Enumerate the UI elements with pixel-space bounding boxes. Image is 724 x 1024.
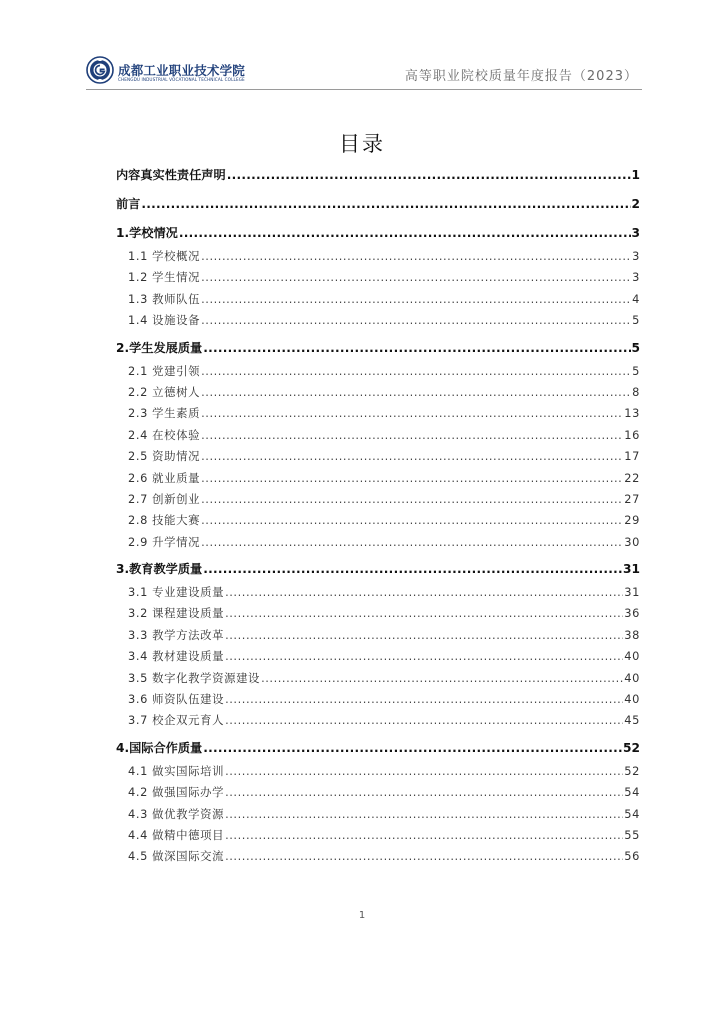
toc-leader-dots <box>201 361 631 382</box>
toc-entry-page: 5 <box>632 313 640 328</box>
toc-entry[interactable] <box>116 761 640 782</box>
toc-title: 目录 <box>339 132 385 156</box>
toc-entry-page: 22 <box>624 470 640 485</box>
toc-leader-dots <box>201 446 623 467</box>
toc-entry-page: 31 <box>623 562 640 577</box>
toc-entry-page: 45 <box>624 713 640 728</box>
toc-entry-label: 1.3 教师队伍 <box>128 291 201 306</box>
toc-entry[interactable] <box>116 403 640 424</box>
toc-leader-dots <box>201 246 631 267</box>
toc-entry[interactable] <box>116 220 640 246</box>
toc-entry-page: 56 <box>624 849 640 864</box>
toc-entry[interactable] <box>116 267 640 288</box>
toc-entry-page: 3 <box>632 249 640 263</box>
toc-leader-dots <box>225 710 623 731</box>
toc-entry-label: 4.4 做精中德项目 <box>128 827 225 842</box>
toc-entry[interactable] <box>116 310 640 331</box>
toc-entry[interactable] <box>116 532 640 553</box>
toc-entry-page: 40 <box>624 649 640 664</box>
toc-entry-page: 2 <box>631 197 640 211</box>
toc-entry-page: 55 <box>624 827 640 842</box>
toc-leader-dots <box>261 668 623 689</box>
toc-leader-dots <box>203 556 622 582</box>
toc-entry[interactable] <box>116 446 640 467</box>
toc-entry-page: 3 <box>632 270 640 285</box>
toc-entry-label: 2.7 创新创业 <box>128 491 201 506</box>
toc-leader-dots <box>179 220 631 246</box>
toc-entry[interactable] <box>116 425 640 446</box>
toc-leader-dots <box>201 532 623 553</box>
toc-entry[interactable] <box>116 335 640 361</box>
toc-entry[interactable] <box>116 246 640 267</box>
toc-entry[interactable] <box>116 804 640 825</box>
toc-entry[interactable] <box>116 825 640 846</box>
toc-leader-dots <box>201 310 631 331</box>
toc-entry-page: 8 <box>632 384 640 399</box>
toc-entry[interactable] <box>116 556 640 582</box>
toc-entry[interactable] <box>116 689 640 710</box>
header-divider <box>86 89 642 90</box>
toc-entry-label: 3.1 专业建设质量 <box>128 585 225 600</box>
toc-leader-dots <box>203 735 622 761</box>
toc-entry-label: 3.6 师资队伍建设 <box>128 692 225 707</box>
toc-leader-dots <box>227 162 631 188</box>
toc-leader-dots <box>201 510 623 531</box>
page-header <box>86 54 642 92</box>
toc-entry-page: 31 <box>624 585 640 600</box>
toc-entry-label: 3.教育教学质量 <box>116 562 203 577</box>
college-name-en: CHENGDU INDUSTRIAL VOCATIONAL TECHNICAL COLLEGE <box>118 77 245 82</box>
toc-entry-page: 5 <box>631 340 640 355</box>
toc-leader-dots <box>225 582 623 603</box>
toc-entry[interactable] <box>116 468 640 489</box>
toc-entry-page: 3 <box>631 226 640 240</box>
toc-entry[interactable] <box>116 782 640 803</box>
college-name-cn: 成都工业职业技术学院 <box>118 63 246 78</box>
toc-entry[interactable] <box>116 382 640 403</box>
toc-leader-dots <box>201 403 623 424</box>
toc-entry-label: 2.2 立德树人 <box>128 384 201 399</box>
toc-entry-page: 40 <box>624 692 640 707</box>
toc-entry[interactable] <box>116 668 640 689</box>
toc-entry[interactable] <box>116 646 640 667</box>
toc-entry-label: 1.4 设施设备 <box>128 313 201 328</box>
toc-entry-page: 13 <box>624 406 640 421</box>
toc-entry-label: 4.2 做强国际办学 <box>128 785 225 800</box>
toc-entry[interactable] <box>116 361 640 382</box>
toc-entry-label: 1.2 学生情况 <box>128 270 201 285</box>
toc-leader-dots <box>225 782 623 803</box>
toc-entry-label: 2.6 就业质量 <box>128 470 201 485</box>
toc-entry[interactable] <box>116 710 640 731</box>
toc-leader-dots <box>203 335 630 361</box>
toc-leader-dots <box>225 846 623 867</box>
toc-entry-label: 2.8 技能大赛 <box>128 513 201 528</box>
toc-entry-label: 1.学校情况 <box>116 226 178 240</box>
toc-entry-label: 3.3 教学方法改革 <box>128 627 225 642</box>
toc-leader-dots <box>225 625 623 646</box>
toc-entry-page: 30 <box>624 534 640 549</box>
toc-leader-dots <box>225 825 623 846</box>
toc-entry[interactable] <box>116 846 640 867</box>
toc-entry[interactable] <box>116 510 640 531</box>
toc-entry-label: 2.4 在校体验 <box>128 427 201 442</box>
toc-entry-label: 内容真实性责任声明 <box>116 168 226 182</box>
college-logo-icon <box>86 56 114 84</box>
toc-entry-label: 2.5 资助情况 <box>128 449 201 464</box>
report-title: 高等职业院校质量年度报告（2023） <box>404 69 638 84</box>
toc-entry-page: 52 <box>623 740 640 755</box>
toc-entry-page: 17 <box>624 449 640 464</box>
toc-entry-label: 1.1 学校概况 <box>128 249 201 263</box>
toc-entry[interactable] <box>116 625 640 646</box>
toc-entry-label: 2.1 党建引领 <box>128 363 201 378</box>
toc-entry-page: 38 <box>624 627 640 642</box>
toc-leader-dots <box>201 382 631 403</box>
toc-entry-page: 16 <box>624 427 640 442</box>
toc-entry-label: 2.3 学生素质 <box>128 406 201 421</box>
toc-entry-label: 2.学生发展质量 <box>116 340 203 355</box>
toc-leader-dots <box>201 267 631 288</box>
toc-entry-label: 前言 <box>116 197 141 211</box>
toc-entry-label: 3.2 课程建设质量 <box>128 606 225 621</box>
toc-leader-dots <box>225 646 623 667</box>
toc-entry-page: 40 <box>624 670 640 685</box>
toc-entry-label: 3.4 教材建设质量 <box>128 649 225 664</box>
toc-entry-page: 54 <box>624 806 640 821</box>
toc-entry-page: 27 <box>624 491 640 506</box>
table-of-contents <box>116 162 640 868</box>
toc-leader-dots <box>201 425 623 446</box>
toc-entry[interactable] <box>116 191 640 217</box>
toc-entry-page: 54 <box>624 785 640 800</box>
toc-leader-dots <box>225 689 623 710</box>
toc-entry-label: 4.1 做实国际培训 <box>128 763 225 778</box>
toc-leader-dots <box>141 191 630 217</box>
toc-entry-page: 36 <box>624 606 640 621</box>
toc-entry-label: 4.国际合作质量 <box>116 740 203 755</box>
toc-entry-page: 4 <box>632 291 640 306</box>
toc-entry-page: 52 <box>624 763 640 778</box>
toc-entry-label: 3.5 数字化教学资源建设 <box>128 670 261 685</box>
toc-entry[interactable] <box>116 289 640 310</box>
toc-leader-dots <box>225 804 623 825</box>
toc-leader-dots <box>201 468 623 489</box>
page-number: 1 <box>358 910 366 921</box>
toc-entry-label: 4.3 做优教学资源 <box>128 806 225 821</box>
toc-entry-label: 4.5 做深国际交流 <box>128 849 225 864</box>
toc-entry[interactable] <box>116 489 640 510</box>
toc-entry[interactable] <box>116 735 640 761</box>
toc-entry-label: 2.9 升学情况 <box>128 534 201 549</box>
toc-leader-dots <box>201 489 623 510</box>
toc-leader-dots <box>225 761 623 782</box>
toc-entry-page: 5 <box>632 363 640 378</box>
toc-leader-dots <box>201 289 631 310</box>
toc-entry[interactable] <box>116 162 640 188</box>
toc-entry[interactable] <box>116 603 640 624</box>
toc-entry-page: 1 <box>631 168 640 182</box>
toc-entry[interactable] <box>116 582 640 603</box>
toc-leader-dots <box>225 603 623 624</box>
toc-entry-page: 29 <box>624 513 640 528</box>
toc-entry-label: 3.7 校企双元育人 <box>128 713 225 728</box>
